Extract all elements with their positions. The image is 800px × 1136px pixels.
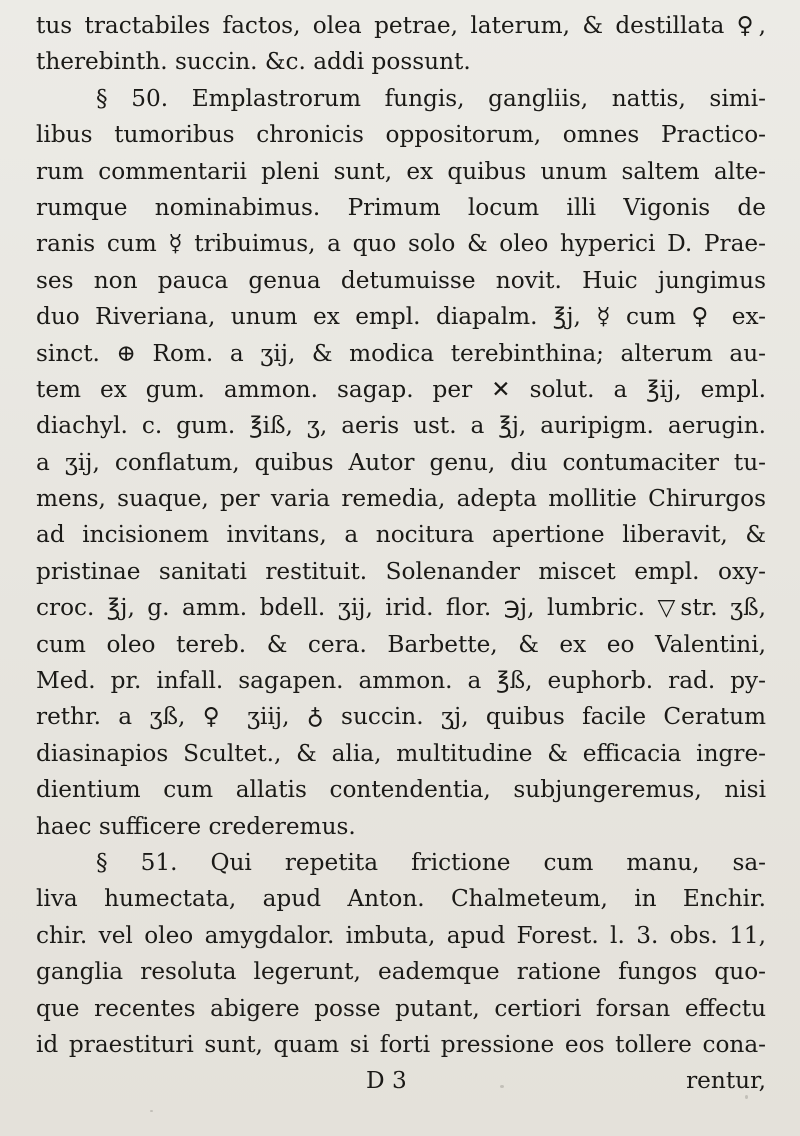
- signature-mark: D 3: [366, 1067, 407, 1095]
- paper-speck: [745, 1095, 748, 1099]
- text-line-28: que recentes abigere posse putant, certiori forsan effectu: [36, 994, 766, 1022]
- text-line-12: diachyl. c. gum. ℥iß, ʒ, aeris ust. a ℥j, auripigm. aerugin.: [36, 412, 766, 440]
- text-line-21: diasinapios Scultet., & alia, multitudine & efficacia ingre-: [36, 739, 766, 767]
- text-block: [36, 8, 766, 1100]
- text-line-9: duo Riveriana, unum ex empl. diapalm. ℥j, ☿ cum ♀ ex-: [36, 303, 766, 331]
- text-line-17: croc. ℥j, g. amm. bdell. ʒij, irid. flor. ℈j, lumbric. ▽str. ʒß,: [36, 594, 766, 622]
- text-line-27: ganglia resoluta legerunt, eademque ratione fungos quo-: [36, 958, 766, 986]
- text-line-2: therebinth. succin. &c. addi possunt.: [36, 48, 471, 76]
- paper-speck: [500, 1085, 504, 1088]
- text-line-11: tem ex gum. ammon. sagap. per ✕ solut. a ℥ij, empl.: [36, 375, 766, 403]
- text-line-20: rethr. a ʒß, ♀ ʒiij, ♁ succin. ʒj, quibus facile Ceratum: [36, 703, 766, 731]
- page-footer: [36, 1063, 766, 1099]
- text-line-23: haec sufficere crederemus.: [36, 812, 356, 840]
- catchword: rentur,: [686, 1067, 766, 1095]
- paper-speck: [150, 1110, 153, 1112]
- text-line-15: ad incisionem invitans, a nocitura apertione liberavit, &: [36, 521, 766, 549]
- text-line-6: rumque nominabimus. Primum locum illi Vigonis de: [36, 193, 766, 221]
- paper-speck: [590, 1040, 593, 1043]
- paragraph-51-start: § 51. Qui repetita frictione cum manu, sa-: [96, 848, 766, 876]
- text-line-19: Med. pr. infall. sagapen. ammon. a ℥ß, euphorb. rad. py-: [36, 667, 766, 695]
- text-line-5: rum commentarii pleni sunt, ex quibus unum saltem alte-: [36, 157, 766, 185]
- text-line-16: pristinae sanitati restituit. Solenander miscet empl. oxy-: [36, 557, 766, 585]
- text-line-29: id praestituri sunt, quam si forti pressione eos tollere cona-: [36, 1030, 766, 1058]
- text-line-22: dientium cum allatis contendentia, subjungeremus, nisi: [36, 776, 766, 804]
- text-line-26: chir. vel oleo amygdalor. imbuta, apud Forest. l. 3. obs. 11,: [36, 921, 766, 949]
- text-line-1: tus tractabiles factos, olea petrae, laterum, & destillata ♀,: [36, 12, 766, 39]
- paragraph-50-start: § 50. Emplastrorum fungis, gangliis, nattis, simi-: [96, 84, 766, 112]
- text-line-18: cum oleo tereb. & cera. Barbette, & ex eo Valentini,: [36, 630, 766, 658]
- text-line-8: ses non pauca genua detumuisse novit. Huic jungimus: [36, 266, 766, 294]
- text-line-25: liva humectata, apud Anton. Chalmeteum, in Enchir.: [36, 885, 766, 913]
- text-line-10: sinct. ⊕ Rom. a ʒij, & modica terebinthina; alterum au-: [36, 339, 766, 367]
- text-line-4: libus tumoribus chronicis oppositorum, omnes Practico-: [36, 121, 766, 149]
- text-line-7: ranis cum ☿ tribuimus, a quo solo & oleo hyperici D. Prae-: [36, 230, 766, 258]
- text-line-14: mens, suaque, per varia remedia, adepta mollitie Chirurgos: [36, 485, 766, 513]
- text-line-13: a ʒij, conflatum, quibus Autor genu, diu contumaciter tu-: [36, 448, 766, 476]
